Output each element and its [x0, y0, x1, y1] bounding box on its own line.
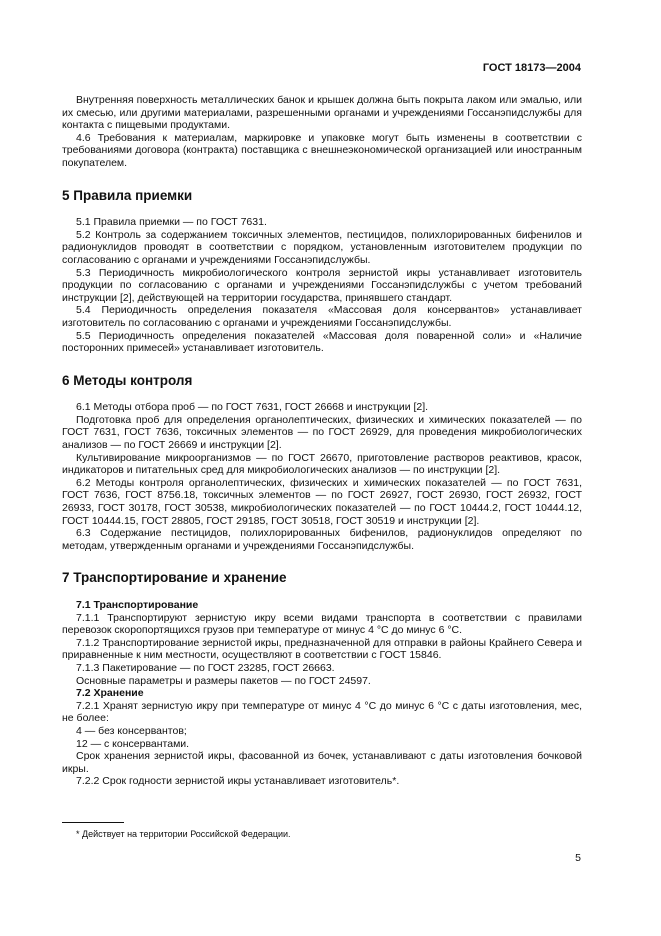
- section-heading: 6 Методы контроля: [62, 372, 193, 388]
- paragraph: Культивирование микроорганизмов — по ГОСТ 26670, приготовление растворов реактивов, красок, индикаторов и питательных сред для микробиологических анализов — по инструкции [2].: [62, 451, 582, 477]
- paragraph: Внутренняя поверхность металлических банок и крышек должна быть покрыта лаком или эмалью, или их смесью, или другими материалами, разрешенными органами и учреждениями Госсанэпидслужбы для контакта с пищевыми продуктами.: [62, 94, 582, 132]
- paragraph: 7.2.2 Срок годности зернистой икры устанавливает изготовитель*.: [76, 775, 400, 788]
- paragraph: 5.3 Периодичность микробиологического контроля зернистой икры устанавливает изготовитель продукции по согласованию с органами и учреждениями Госсанэпидслужбы с учетом требований инструкции [2], действующей на территории государства, принявшего стандарт.: [62, 266, 582, 304]
- section-heading: 5 Правила приемки: [62, 187, 193, 203]
- subsection-heading: 7.1 Транспортирование: [76, 599, 199, 611]
- list-item: 4 — без консервантов;: [76, 724, 187, 737]
- document-code: ГОСТ 18173—2004: [482, 62, 581, 74]
- page-body: [62, 94, 582, 788]
- paragraph: Подготовка проб для определения органолептических, физических и химических показателей — по ГОСТ 7631, ГОСТ 7636, токсичных элементов — по ГОСТ 26929, для проведения микробиологических анализов — по ГОСТ 26669 и инструкции [2].: [62, 413, 582, 452]
- paragraph: 5.1 Правила приемки — по ГОСТ 7631.: [76, 216, 267, 229]
- subsection-heading: 7.2 Хранение: [76, 687, 144, 700]
- paragraph: 5.5 Периодичность определения показателей «Массовая доля поваренной соли» и «Наличие посторонних примесей» устанавливает изготовитель.: [62, 329, 582, 355]
- paragraph: 6.3 Содержание пестицидов, полихлорированных бифенилов, радионуклидов определяют по методам, утвержденным органами и учреждениями Госсанэпидслужбы.: [62, 527, 582, 552]
- paragraph: 5.2 Контроль за содержанием токсичных элементов, пестицидов, полихлорированных бифенилов и радионуклидов проводят в соответствии с порядком, установленным изготовителем продукции по согласованию с органами и учреждениями Госсанэпидслужбы.: [62, 228, 582, 266]
- paragraph: 7.1.1 Транспортируют зернистую икру всеми видами транспорта в соответствии с правилами перевозок скоропортящихся грузов при температуре от минус 4 °С до минус 6 °С.: [62, 611, 582, 637]
- paragraph: 7.1.2 Транспортирование зернистой икры, предназначенной для отправки в районы Крайнего Севера и приравненные к ним местности, осуществляют в соответствии с ГОСТ 15846.: [62, 636, 582, 662]
- paragraph: 4.6 Требования к материалам, маркировке и упаковке могут быть изменены в соответствии с требованиями договора (контракта) поставщика с внешнеэкономической организацией или иностранным покупателем.: [62, 131, 582, 169]
- paragraph: 7.2.1 Хранят зернистую икру при температуре от минус 4 °С до минус 6 °С с даты изготовления, мес, не более:: [62, 699, 582, 725]
- paragraph: 6.2 Методы контроля органолептических, физических и химических показателей — по ГОСТ 7631, ГОСТ 7636, ГОСТ 8756.18, токсичных элементов — по ГОСТ 26927, ГОСТ 26930, ГОСТ 26932, ГОСТ 26933, ГОСТ 30178, ГОСТ 30538, микробиологических показателей — по ГОСТ 10444.2, ГОСТ 10444.12, ГОСТ 10444.15, ГОСТ 28805, ГОСТ 29185, ГОСТ 30518, ГОСТ 30519 и инструкции [2].: [62, 476, 582, 527]
- paragraph: Срок хранения зернистой икры, фасованной из бочек, устанавливают с даты изготовления бочковой икры.: [62, 750, 582, 775]
- paragraph: Основные параметры и размеры пакетов — по ГОСТ 24597.: [76, 674, 371, 687]
- paragraph: 7.1.3 Пакетирование — по ГОСТ 23285, ГОСТ 26663.: [76, 661, 335, 674]
- page-number: 5: [575, 852, 581, 864]
- footnote-divider: [62, 822, 124, 823]
- list-item: 12 — с консервантами.: [76, 737, 190, 750]
- section-heading: 7 Транспортирование и хранение: [62, 570, 287, 586]
- footnote: * Действует на территории Российской Федерации.: [76, 829, 291, 839]
- paragraph: 6.1 Методы отбора проб — по ГОСТ 7631, ГОСТ 26668 и инструкции [2].: [76, 401, 429, 414]
- paragraph: 5.4 Периодичность определения показателя «Массовая доля консервантов» устанавливает изготовитель по согласованию с органами и учреждениями Госсанэпидслужбы.: [62, 304, 582, 329]
